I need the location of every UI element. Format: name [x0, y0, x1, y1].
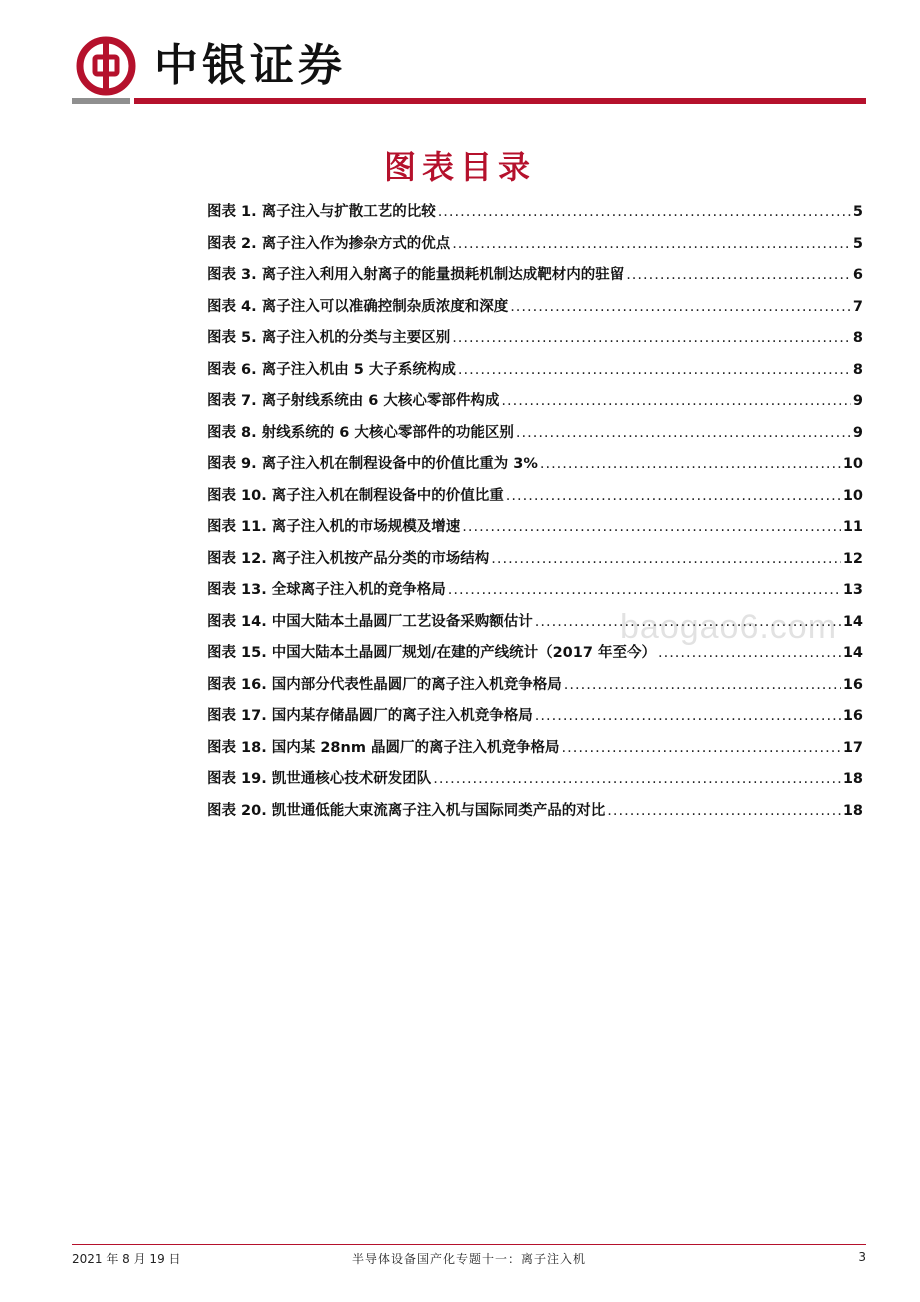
- toc-entry-label[interactable]: 图表 9. 离子注入机在制程设备中的价值比重为 3%: [207, 456, 538, 472]
- toc-dot-leader: [438, 204, 851, 220]
- toc-entry-label[interactable]: 图表 2. 离子注入作为掺杂方式的优点: [207, 235, 451, 252]
- footer-page-number: 3: [858, 1250, 866, 1264]
- toc-entry[interactable]: [207, 610, 863, 642]
- toc-entry-label[interactable]: 图表 6. 离子注入机由 5 大子系统构成: [207, 361, 456, 378]
- toc-dot-leader: [626, 267, 851, 283]
- toc-entry[interactable]: [207, 295, 863, 327]
- toc-entry-label[interactable]: 图表 3. 离子注入利用入射离子的能量损耗机制达成靶材内的驻留: [207, 267, 625, 283]
- figure-toc-list: [207, 200, 863, 830]
- toc-entry[interactable]: [207, 767, 863, 799]
- toc-entry[interactable]: [207, 799, 863, 831]
- toc-entry-page[interactable]: 9: [852, 393, 863, 409]
- toc-entry-page[interactable]: 12: [842, 550, 863, 567]
- toc-entry[interactable]: [207, 421, 863, 453]
- toc-entry-label[interactable]: 图表 1. 离子注入与扩散工艺的比较: [207, 204, 436, 220]
- toc-dot-leader: [562, 740, 841, 756]
- toc-entry-label[interactable]: 图表 5. 离子注入机的分类与主要区别: [207, 330, 451, 346]
- toc-dot-leader: [510, 299, 851, 315]
- toc-entry[interactable]: [207, 704, 863, 736]
- toc-entry[interactable]: [207, 547, 863, 579]
- toc-entry-page[interactable]: 18: [842, 802, 863, 819]
- toc-entry-page[interactable]: 10: [842, 456, 863, 472]
- toc-entry-label[interactable]: 图表 8. 射线系统的 6 大核心零部件的功能区别: [207, 424, 514, 441]
- footer-title: 半导体设备国产化专题十一：离子注入机: [351, 1252, 586, 1266]
- toc-entry[interactable]: [207, 389, 863, 421]
- toc-entry-label[interactable]: 图表 14. 中国大陆本土晶圆厂工艺设备采购额估计: [207, 613, 533, 630]
- toc-dot-leader: [458, 362, 851, 378]
- toc-dot-leader: [535, 614, 841, 630]
- toc-entry-label[interactable]: 图表 12. 离子注入机按产品分类的市场结构: [207, 550, 490, 567]
- footer-date: 2021 年 8 月 19 日: [72, 1252, 181, 1266]
- toc-entry[interactable]: [207, 358, 863, 390]
- toc-entry-page[interactable]: 8: [852, 330, 863, 346]
- toc-dot-leader: [607, 803, 841, 819]
- toc-dot-leader: [452, 236, 851, 252]
- toc-entry[interactable]: [207, 736, 863, 768]
- footer-rule: [72, 1244, 866, 1245]
- toc-entry-label[interactable]: 图表 16. 国内部分代表性晶圆厂的离子注入机竞争格局: [207, 676, 562, 693]
- toc-entry-label[interactable]: 图表 4. 离子注入可以准确控制杂质浓度和深度: [207, 298, 509, 315]
- toc-entry-page[interactable]: 16: [842, 708, 863, 724]
- bank-of-china-logo-icon: [76, 36, 136, 96]
- toc-entry-page[interactable]: 6: [852, 267, 863, 283]
- brand-name: 中银证券: [154, 40, 346, 91]
- page-footer: [72, 1250, 866, 1268]
- toc-entry-page[interactable]: 13: [842, 582, 863, 598]
- toc-entry-label[interactable]: 图表 20. 凯世通低能大束流离子注入机与国际同类产品的对比: [207, 802, 606, 819]
- toc-entry-label[interactable]: 图表 17. 国内某存储晶圆厂的离子注入机竞争格局: [207, 708, 533, 724]
- toc-entry[interactable]: [207, 578, 863, 610]
- toc-title: 图表目录: [383, 148, 536, 186]
- toc-dot-leader: [501, 393, 851, 409]
- header-rule-gray: [72, 98, 130, 104]
- watermark: baogao6.com: [620, 608, 838, 646]
- toc-entry-label[interactable]: 图表 13. 全球离子注入机的竞争格局: [207, 582, 446, 598]
- toc-entry-page[interactable]: 16: [842, 676, 863, 693]
- header-rule-red: [134, 98, 866, 104]
- toc-dot-leader: [564, 677, 841, 693]
- toc-entry-page[interactable]: 14: [842, 613, 863, 630]
- toc-dot-leader: [448, 582, 841, 598]
- toc-entry-label[interactable]: 图表 18. 国内某 28nm 晶圆厂的离子注入机竞争格局: [207, 739, 560, 756]
- toc-dot-leader: [506, 488, 841, 504]
- toc-entry-page[interactable]: 9: [852, 424, 863, 441]
- toc-entry[interactable]: [207, 484, 863, 516]
- toc-entry-page[interactable]: 18: [842, 771, 863, 787]
- toc-entry-page[interactable]: 10: [842, 487, 863, 504]
- toc-dot-leader: [658, 645, 841, 661]
- toc-dot-leader: [535, 708, 841, 724]
- toc-dot-leader: [491, 551, 841, 567]
- toc-entry-label[interactable]: 图表 15. 中国大陆本土晶圆厂规划/在建的产线统计（2017 年至今）: [207, 645, 656, 661]
- toc-entry[interactable]: [207, 232, 863, 264]
- toc-entry-label[interactable]: 图表 7. 离子射线系统由 6 大核心零部件构成: [207, 393, 500, 409]
- toc-entry-page[interactable]: 5: [852, 204, 863, 220]
- toc-entry-page[interactable]: 5: [852, 235, 863, 252]
- toc-entry[interactable]: [207, 673, 863, 705]
- toc-entry-page[interactable]: 17: [842, 739, 863, 756]
- toc-entry[interactable]: [207, 263, 863, 295]
- toc-entry[interactable]: [207, 452, 863, 484]
- toc-entry[interactable]: [207, 200, 863, 232]
- toc-dot-leader: [433, 771, 841, 787]
- toc-entry[interactable]: [207, 515, 863, 547]
- toc-entry-page[interactable]: 11: [842, 519, 863, 535]
- toc-dot-leader: [516, 425, 851, 441]
- toc-dot-leader: [452, 330, 851, 346]
- toc-dot-leader: [462, 519, 841, 535]
- toc-entry-page[interactable]: 7: [852, 298, 863, 315]
- toc-entry-label[interactable]: 图表 10. 离子注入机在制程设备中的价值比重: [207, 487, 504, 504]
- toc-entry-label[interactable]: 图表 19. 凯世通核心技术研发团队: [207, 771, 432, 787]
- toc-dot-leader: [540, 456, 841, 472]
- page-header: [72, 32, 866, 110]
- toc-entry[interactable]: [207, 641, 863, 673]
- toc-entry-page[interactable]: 8: [852, 361, 863, 378]
- toc-entry-page[interactable]: 14: [842, 645, 863, 661]
- toc-entry[interactable]: [207, 326, 863, 358]
- toc-entry-label[interactable]: 图表 11. 离子注入机的市场规模及增速: [207, 519, 461, 535]
